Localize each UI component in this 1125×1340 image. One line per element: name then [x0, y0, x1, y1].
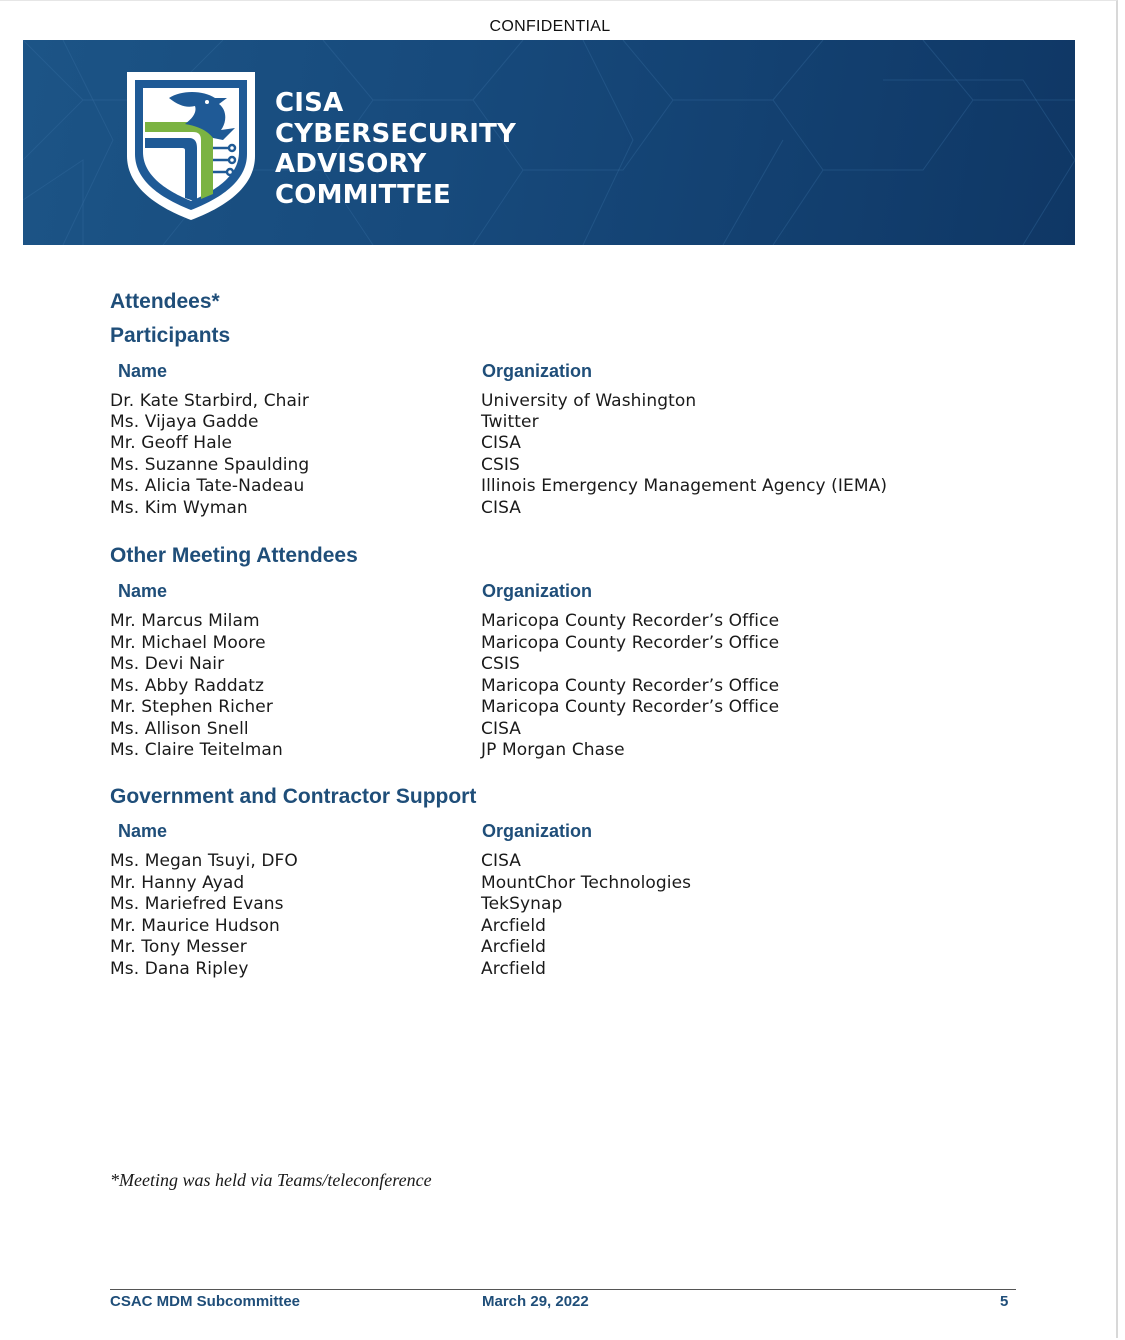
attendee-organization: Maricopa County Recorder’s Office: [481, 633, 780, 653]
attendee-name: Mr. Michael Moore: [110, 633, 266, 653]
attendee-organization: Arcfield: [481, 959, 547, 979]
attendee-name: Mr. Geoff Hale: [110, 433, 233, 453]
attendee-organization: Maricopa County Recorder’s Office: [481, 676, 780, 696]
attendee-organization: Maricopa County Recorder’s Office: [481, 697, 780, 717]
banner-title-line-1: CISA: [275, 88, 344, 118]
attendee-name: Ms. Alicia Tate-Nadeau: [110, 476, 305, 496]
attendee-name: Ms. Megan Tsuyi, DFO: [110, 851, 298, 871]
column-header-name: Name: [118, 361, 168, 381]
table-row: [110, 412, 1010, 433]
table-row: [110, 611, 1010, 632]
banner-title-line-2: CYBERSECURITY: [275, 118, 517, 149]
table-row: [110, 633, 1010, 654]
banner-title-line-3: ADVISORY: [275, 149, 427, 179]
confidential-label: CONFIDENTIAL: [489, 18, 611, 35]
cisa-banner: [23, 40, 1075, 245]
attendee-organization: JP Morgan Chase: [481, 740, 625, 760]
attendee-name: Ms. Devi Nair: [110, 654, 225, 674]
table-row: [110, 937, 1010, 958]
attendee-organization: CISA: [481, 719, 522, 739]
banner-title: [275, 88, 516, 210]
footer-date: March 29, 2022: [482, 1293, 589, 1310]
footer-committee-name: CSAC MDM Subcommittee: [110, 1293, 301, 1310]
attendee-name: Mr. Tony Messer: [110, 937, 247, 957]
table-row: [110, 740, 1010, 761]
attendee-name: Mr. Stephen Richer: [110, 697, 273, 717]
attendee-name: Mr. Hanny Ayad: [110, 873, 245, 893]
attendee-organization: CISA: [481, 498, 522, 518]
table-row: [110, 697, 1010, 718]
attendee-organization: Maricopa County Recorder’s Office: [481, 611, 780, 631]
table-row: [110, 959, 1010, 980]
attendee-organization: Arcfield: [481, 916, 547, 936]
attendee-name: Ms. Suzanne Spaulding: [110, 455, 310, 475]
attendee-name: Ms. Vijaya Gadde: [110, 412, 259, 432]
section-title-other-attendees: Other Meeting Attendees: [110, 544, 358, 567]
attendee-name: Ms. Mariefred Evans: [110, 894, 284, 914]
attendee-organization: CSIS: [481, 654, 520, 674]
attendee-name: Ms. Dana Ripley: [110, 959, 249, 979]
attendee-organization: MountChor Technologies: [481, 873, 692, 893]
table-row: [110, 873, 1010, 894]
column-header-name: Name: [118, 821, 168, 841]
column-header-organization: Organization: [482, 581, 593, 601]
attendee-organization: TekSynap: [481, 894, 563, 914]
table-row: [110, 676, 1010, 697]
attendee-organization: Illinois Emergency Management Agency (IEMA): [481, 476, 888, 496]
banner-title-line-4: COMMITTEE: [275, 179, 451, 210]
column-header-name: Name: [118, 581, 168, 601]
table-row: [110, 894, 1010, 915]
table-row: [110, 391, 1010, 412]
attendee-name: Ms. Claire Teitelman: [110, 740, 283, 760]
table-row: [110, 916, 1010, 937]
attendee-name: Mr. Maurice Hudson: [110, 916, 280, 936]
footer-divider: [110, 1289, 1016, 1290]
column-header-organization: Organization: [482, 361, 593, 381]
attendee-name: Dr. Kate Starbird, Chair: [110, 391, 309, 411]
section-title-government-support: Government and Contractor Support: [110, 785, 477, 808]
attendee-organization: University of Washington: [481, 391, 697, 411]
attendee-name: Ms. Kim Wyman: [110, 498, 248, 518]
attendee-organization: CISA: [481, 851, 522, 871]
footnote: *Meeting was held via Teams/teleconference: [110, 1170, 432, 1190]
section-title-participants: Participants: [110, 324, 231, 347]
table-row: [110, 654, 1010, 675]
cisa-eagle-shield-icon: [123, 68, 259, 222]
attendee-name: Ms. Allison Snell: [110, 719, 249, 739]
attendee-name: Mr. Marcus Milam: [110, 611, 260, 631]
table-row: [110, 433, 1010, 454]
page-number: 5: [1000, 1293, 1009, 1310]
table-row: [110, 851, 1010, 872]
attendee-name: Ms. Abby Raddatz: [110, 676, 265, 696]
table-row: [110, 455, 1010, 476]
attendee-organization: Twitter: [481, 412, 539, 432]
attendee-organization: CISA: [481, 433, 522, 453]
attendee-organization: Arcfield: [481, 937, 547, 957]
attendees-heading: Attendees*: [110, 290, 220, 313]
table-row: [110, 498, 1010, 519]
column-header-organization: Organization: [482, 821, 593, 841]
table-row: [110, 719, 1010, 740]
attendee-organization: CSIS: [481, 455, 520, 475]
table-row: [110, 476, 1010, 497]
